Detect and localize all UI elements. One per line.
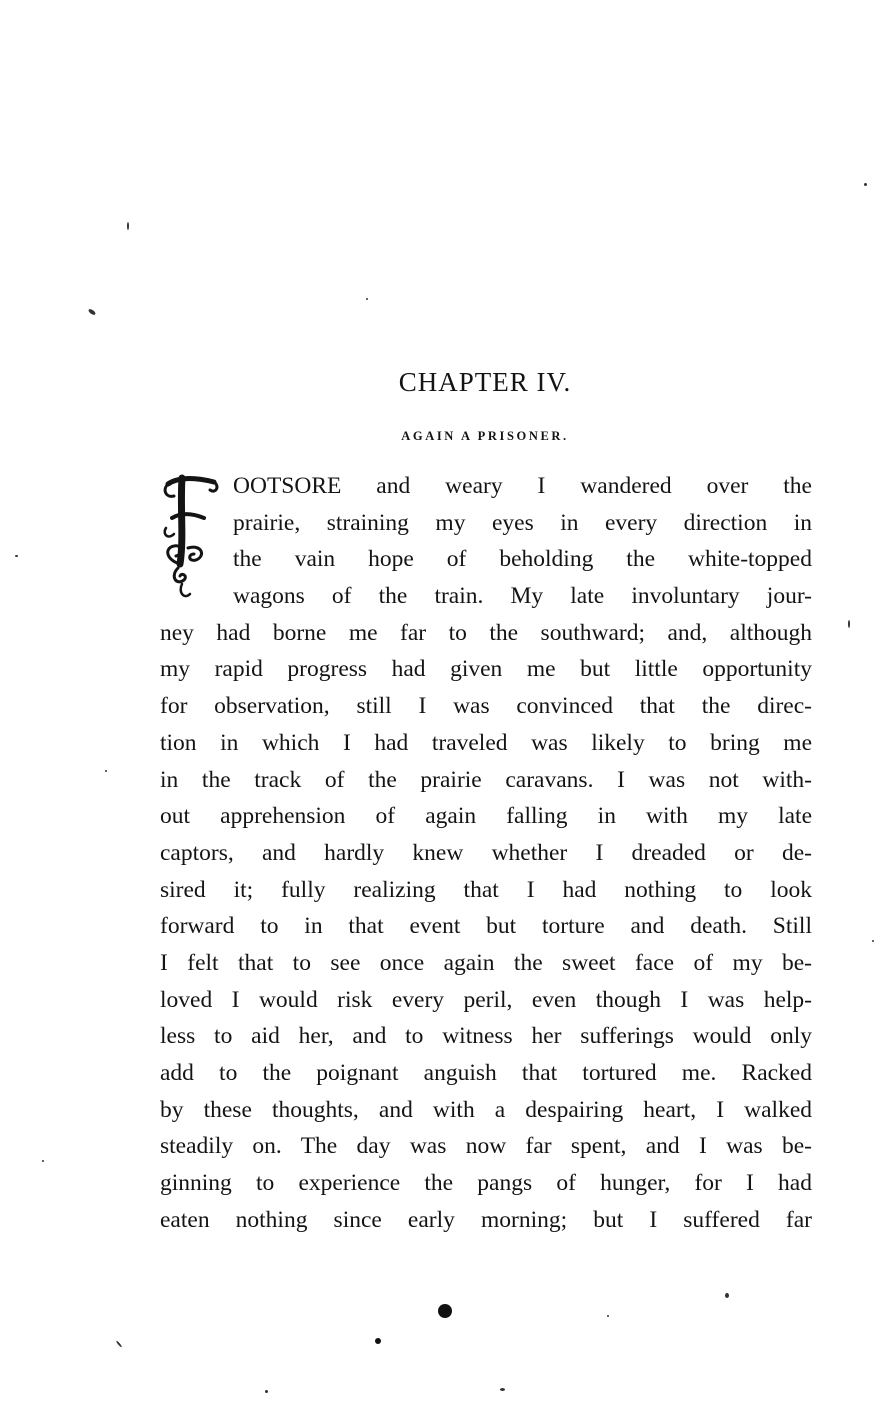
text-line: tion in which I had traveled was likely to bring me: [160, 729, 812, 756]
text-line: OOTSORE and weary I wandered over the: [233, 473, 812, 499]
scan-speck: [105, 770, 107, 772]
text-line: steadily on. The day was now far spent, and I was be-: [160, 1133, 812, 1160]
text-line: eaten nothing since early morning; but I suffered far: [160, 1206, 812, 1233]
text-line: I felt that to see once again the sweet face of my be-: [160, 949, 812, 976]
scan-speck: [864, 183, 867, 186]
text-line: in the track of the prairie caravans. I was not with-: [160, 766, 812, 793]
scan-speck: [375, 1338, 381, 1344]
scan-speck: [848, 620, 850, 628]
chapter-title: CHAPTER IV.: [398, 367, 572, 397]
text-line: ney had borne me far to the southward; and, although: [160, 619, 812, 646]
text-line: wagons of the train. My late involuntary jour-: [233, 583, 812, 610]
text-line: add to the poignant anguish that tortured me. Racked: [160, 1060, 812, 1086]
text-line: ginning to experience the pangs of hunger, for I had: [160, 1170, 812, 1197]
scan-speck: [725, 1293, 729, 1298]
scan-speck: [42, 1160, 44, 1162]
scan-speck: [15, 555, 18, 557]
text-line: loved I would risk every peril, even though I was help-: [160, 986, 812, 1013]
scan-speck: [265, 1390, 268, 1393]
text-line: the vain hope of beholding the white-topped: [233, 546, 812, 573]
text-line: less to aid her, and to witness her sufferings would only: [160, 1023, 812, 1050]
scan-speck: [500, 1388, 505, 1391]
text-line: my rapid progress had given me but little opportunity: [160, 656, 812, 683]
text-line: forward to in that event but torture and death. Still: [160, 913, 812, 940]
text-line: by these thoughts, and with a despairing heart, I walked: [160, 1096, 812, 1123]
scan-speck: [127, 222, 129, 230]
text-line: for observation, still I was convinced that the direc-: [160, 693, 812, 720]
scan-speck: [366, 298, 368, 300]
scan-speck: [872, 940, 874, 942]
scan-speck: [438, 1304, 452, 1318]
scan-speck: [88, 308, 97, 316]
text-line: prairie, straining my eyes in every direction in: [233, 509, 812, 536]
text-line: sired it; fully realizing that I had nothing to look: [160, 876, 812, 903]
chapter-subtitle: AGAIN A PRISONER.: [401, 429, 569, 443]
text-line: captors, and hardly knew whether I dreaded or de-: [160, 839, 812, 866]
scan-speck: [607, 1315, 609, 1317]
text-line: out apprehension of again falling in with my late: [160, 803, 812, 830]
chapter-body-paragraph: [160, 468, 812, 1238]
scan-speck: [116, 1340, 123, 1347]
